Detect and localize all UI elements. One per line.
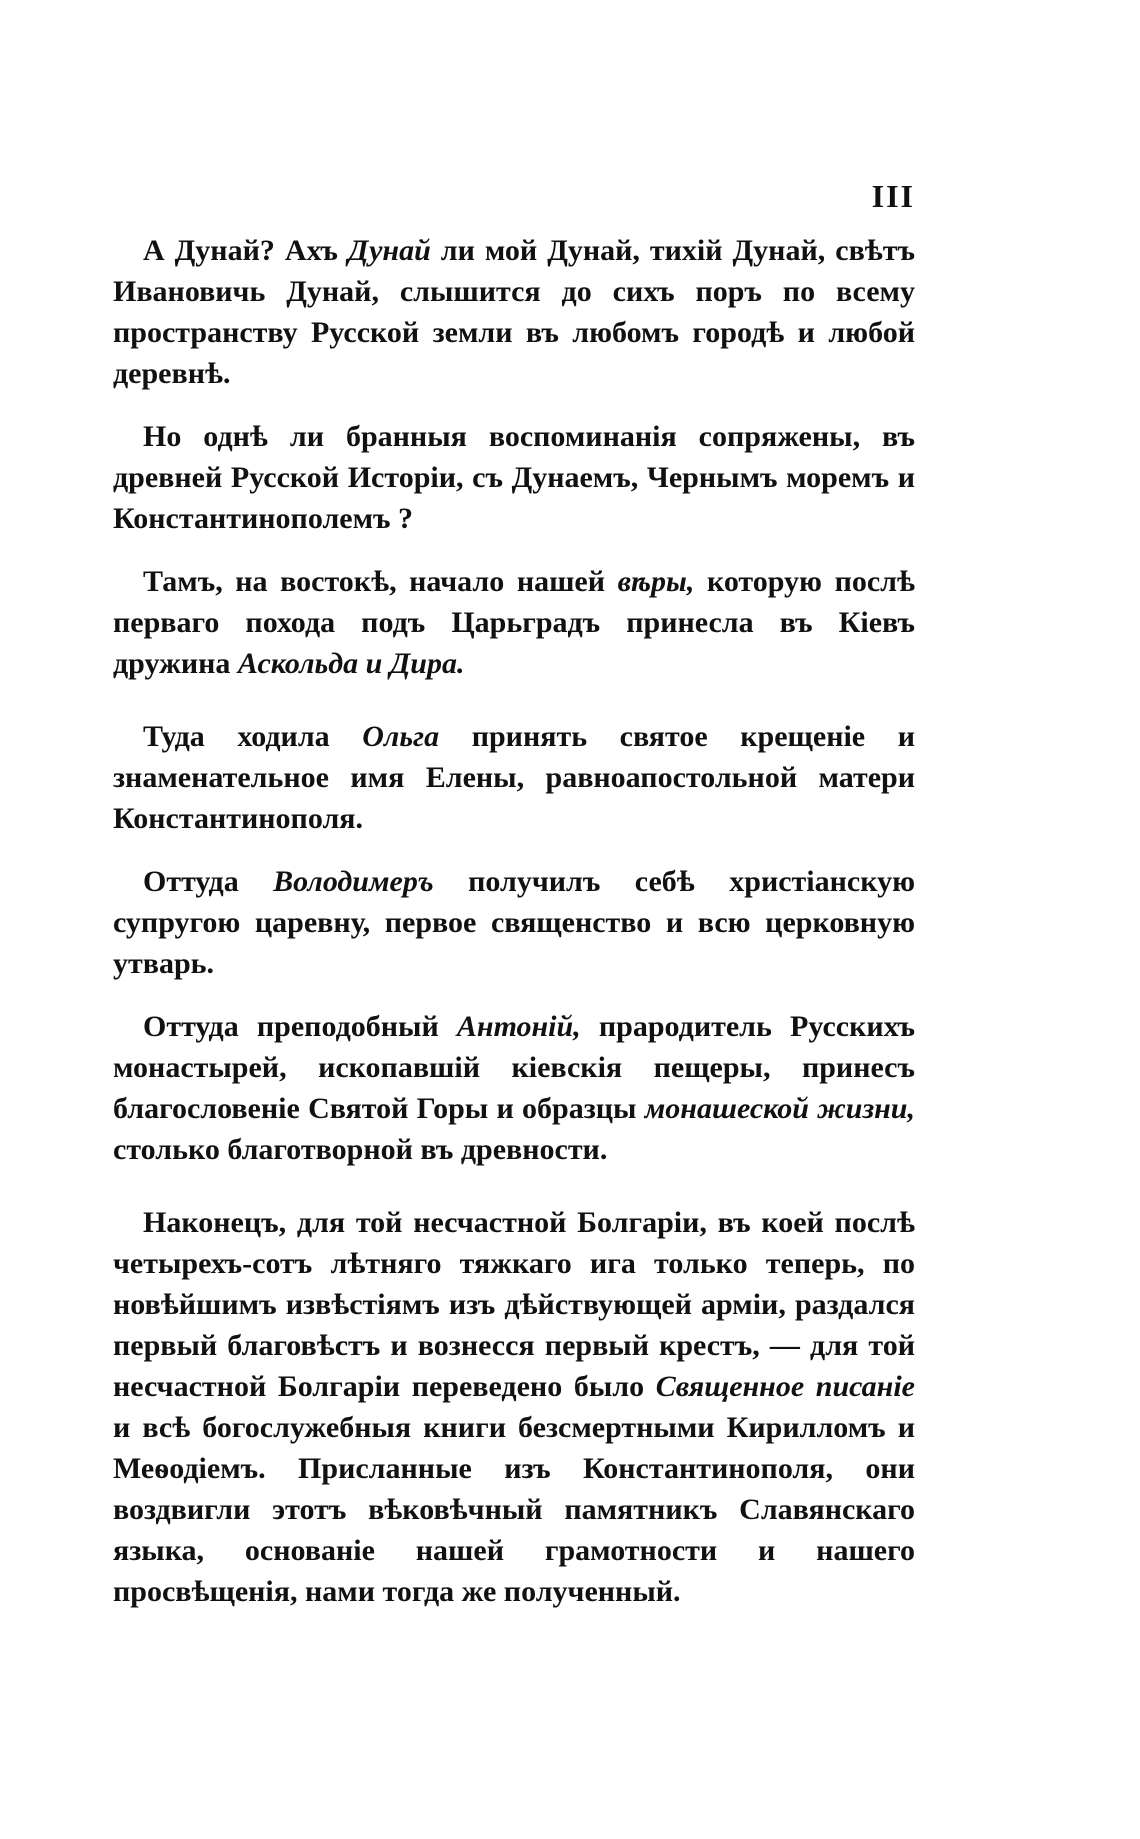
paragraph-p6 [113,1006,915,1170]
italic-text: монашеской жизни, [644,1092,915,1125]
text-run: и всѣ богослужебныя книги безсмертными Кирилломъ и Меѳодіемъ. Присланные изъ Константинополя, они воздвигли этотъ вѣковѣчный памятникъ Славянскаго языка, основаніе нашей грамотности и нашего просвѣщенія, нами тогда же полученный. [113,1411,915,1608]
text-run: Наконецъ, для той несчастной Болгаріи, въ коей послѣ четырехъ-сотъ лѣтняго тяжкаго ига только теперь, по новѣйшимъ извѣстіямъ изъ дѣйствующей арміи, раздался первый благовѣстъ и вознесся первый крестъ, — для той несчастной Болгаріи переведено было [113,1206,915,1403]
paragraph-p3 [113,561,915,684]
text-run: которую послѣ перваго похода подъ Царьградъ принесла въ Кіевъ дружина [113,565,915,680]
text-run: принять святое крещеніе и знаменательное имя Елены, равноапостольной матери Константинополя. [113,720,915,835]
italic-text: Аскольда и Дира. [237,647,465,680]
text-run: столько благотворной въ древности. [113,1133,608,1166]
paragraph-p4 [113,716,915,839]
paragraph-p7 [113,1202,915,1612]
paragraph-p1 [113,230,915,394]
italic-text: Антоній, [456,1010,581,1043]
italic-text: вѣры, [617,565,695,598]
text-run: А Дунай? Ахъ [143,234,348,267]
paragraph-p2 [113,416,915,539]
text-run: Но однѣ ли бранныя воспоминанія сопряжены, въ древней Русской Исторіи, съ Дунаемъ, Чернымъ моремъ и Константинополемъ ? [113,420,915,535]
italic-text: Священное писаніе [655,1370,915,1403]
text-run: получилъ себѣ христіанскую супругою царевну, первое священство и всю церковную утварь. [113,865,915,980]
text-run: Туда ходила [143,720,363,753]
italic-text: Володимеръ [273,865,434,898]
text-run: Тамъ, на востокѣ, начало нашей [143,565,618,598]
text-run: прародитель Русскихъ монастырей, ископавшій кіевскія пещеры, принесъ благословеніе Святой Горы и образцы [113,1010,915,1125]
text-run: Оттуда [143,865,274,898]
body-text [113,230,915,1634]
italic-text: Ольга [362,720,440,753]
paragraph-p5 [113,861,915,984]
text-run: Оттуда преподобный [143,1010,457,1043]
italic-text: Дунай [347,234,431,267]
text-run: ли мой Дунай, тихій Дунай, свѣтъ Ивановичь Дунай, слышится до сихъ поръ по всему пространству Русской земли въ любомъ городѣ и любой деревнѣ. [113,234,915,390]
page-number: III [871,178,915,214]
